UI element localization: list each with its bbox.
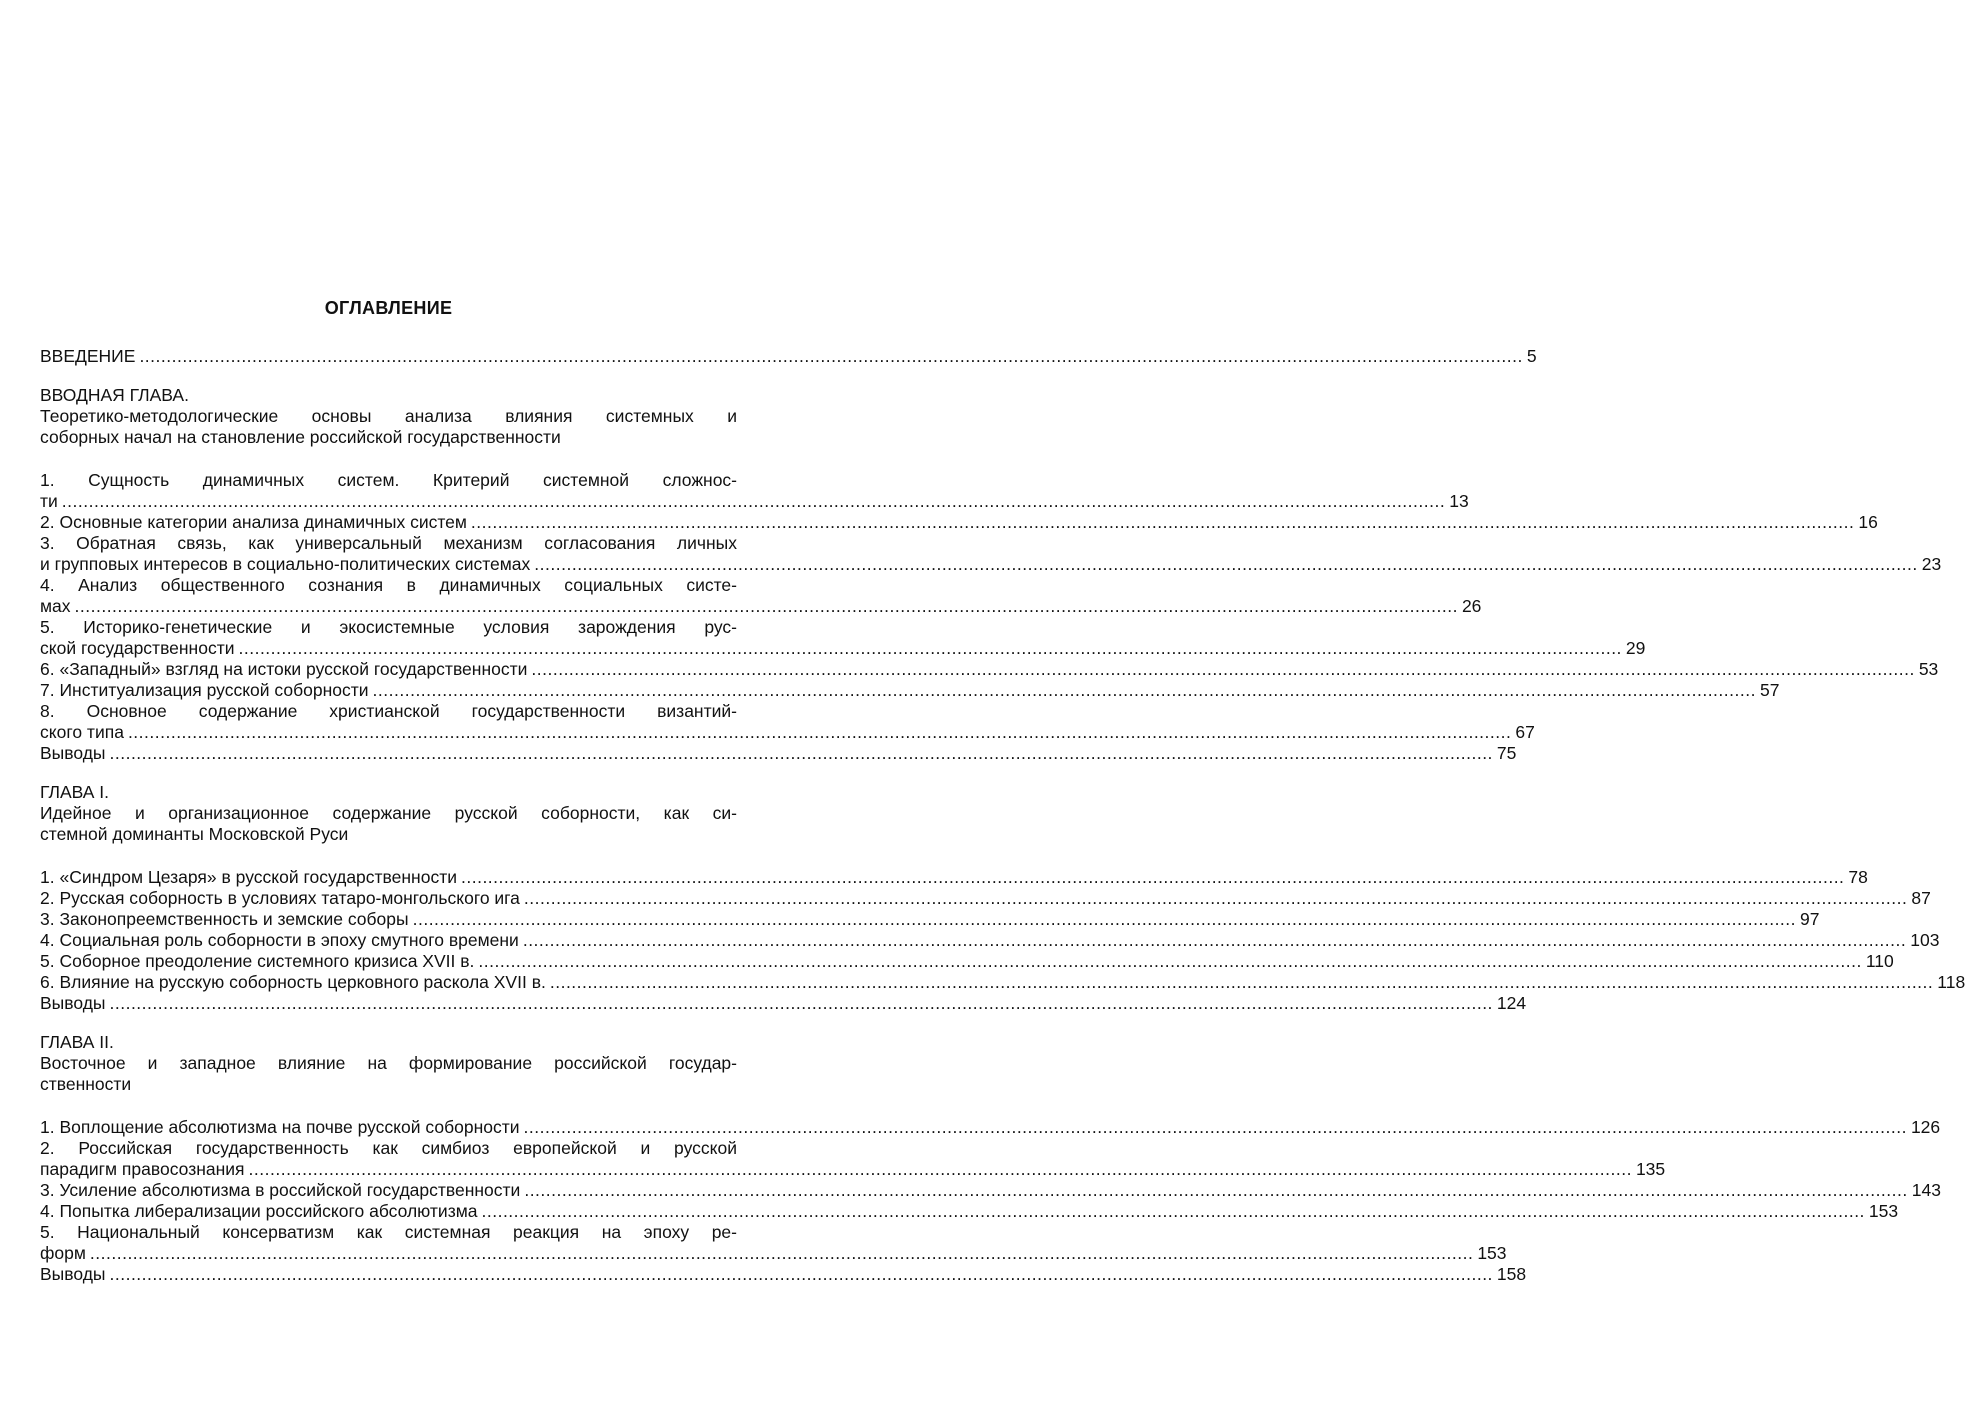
toc-entry-label: ти xyxy=(40,491,58,511)
toc-row xyxy=(40,1159,1666,1180)
toc-row xyxy=(40,346,1537,367)
toc-page-number: 5 xyxy=(1526,346,1537,366)
toc-chapter xyxy=(40,385,1942,764)
chapter-subtitle xyxy=(40,803,737,845)
leader-dots xyxy=(482,1201,1865,1222)
toc-entry-line: 2. Российская государственность как симбиоз европейской и русской xyxy=(40,1138,737,1158)
toc-entry xyxy=(40,575,1482,617)
leader-dots xyxy=(139,346,1522,367)
toc-row xyxy=(40,680,1780,701)
toc-row xyxy=(40,888,1931,909)
leader-dots xyxy=(524,1180,1907,1201)
toc-entry-line: 4. Анализ общественного сознания в динамичных социальных систе- xyxy=(40,575,737,595)
toc-page-number: 97 xyxy=(1800,909,1820,929)
toc-entry-label: Выводы xyxy=(40,993,106,1013)
toc-row xyxy=(40,993,1527,1014)
toc-entry-line: 5. Историко-генетические и экосистемные условия зарождения рус- xyxy=(40,617,737,637)
toc-page-number: 153 xyxy=(1868,1201,1899,1221)
toc-entry-label: парадигм правосознания xyxy=(40,1159,245,1179)
toc-entry-label: 1. «Синдром Цезаря» в русской государственности xyxy=(40,867,457,887)
toc-row xyxy=(40,951,1894,972)
toc-row xyxy=(40,659,1939,680)
toc-row xyxy=(40,1201,1899,1222)
leader-dots xyxy=(531,659,1914,680)
toc-page-number: 53 xyxy=(1918,659,1939,679)
leader-dots xyxy=(524,888,1907,909)
toc-entry xyxy=(40,680,1780,701)
toc-page xyxy=(40,296,1965,1285)
chapter-subtitle-line: Идейное и организационное содержание русской соборности, как си- xyxy=(40,803,737,823)
toc-row xyxy=(40,743,1517,764)
toc-row xyxy=(40,1180,1941,1201)
toc-row xyxy=(40,867,1868,888)
toc-entry-label: 6. Влияние на русскую соборность церковного раскола XVII в. xyxy=(40,972,546,992)
toc-entry-line: 3. Обратная связь, как универсальный механизм согласования личных xyxy=(40,533,737,553)
toc-entry-label: Выводы xyxy=(40,1264,106,1284)
leader-dots xyxy=(90,1243,1473,1264)
toc-page-number: 13 xyxy=(1449,491,1469,511)
chapter-subtitle-line: ственности xyxy=(40,1074,132,1094)
toc-entry xyxy=(40,701,1535,743)
toc-page-number: 78 xyxy=(1848,867,1868,887)
leader-dots xyxy=(110,743,1493,764)
toc-page-number: 87 xyxy=(1911,888,1931,908)
toc-entry xyxy=(40,512,1878,533)
toc-row xyxy=(40,554,1942,575)
toc-entry xyxy=(40,1264,1527,1285)
toc-row xyxy=(40,1117,1941,1138)
leader-dots xyxy=(534,554,1917,575)
toc-entry xyxy=(40,888,1931,909)
toc-entry-label: 3. Законопреемственность и земские соборы xyxy=(40,909,409,929)
toc-entry xyxy=(40,951,1894,972)
toc-entry-label: 7. Институализация русской соборности xyxy=(40,680,369,700)
toc-page-number: 23 xyxy=(1921,554,1942,574)
toc-entry-label: 2. Основные категории анализа динамичных систем xyxy=(40,512,467,532)
leader-dots xyxy=(413,909,1796,930)
toc-page-number: 26 xyxy=(1461,596,1482,616)
toc-entry-label: форм xyxy=(40,1243,86,1263)
toc-page-number: 124 xyxy=(1496,993,1527,1013)
chapter-heading: ГЛАВА I. xyxy=(40,782,110,802)
toc-chapter xyxy=(40,782,1965,1014)
toc-row xyxy=(40,512,1878,533)
toc-entry xyxy=(40,743,1517,764)
toc-chapters xyxy=(40,385,1965,1285)
toc-entry-label: и групповых интересов в социально-политических системах xyxy=(40,554,531,574)
chapter-subtitle-line: Восточное и западное влияние на формирование российской государ- xyxy=(40,1053,737,1073)
toc-entry-label: ской государственности xyxy=(40,638,235,658)
toc-row xyxy=(40,1243,1507,1264)
toc-entry-label: 6. «Западный» взгляд на истоки русской государственности xyxy=(40,659,528,679)
toc-page-number: 158 xyxy=(1496,1264,1527,1284)
toc-intro-entry xyxy=(40,346,1537,367)
toc-entry-label: 2. Русская соборность в условиях татаро-монгольского ига xyxy=(40,888,520,908)
toc-page-number: 103 xyxy=(1910,930,1940,950)
toc-page-number: 67 xyxy=(1515,722,1535,742)
leader-dots xyxy=(478,951,1861,972)
leader-dots xyxy=(471,512,1854,533)
toc-row xyxy=(40,909,1820,930)
leader-dots xyxy=(249,1159,1632,1180)
toc-entry-label: ВВЕДЕНИЕ xyxy=(40,346,136,366)
chapter-heading: ГЛАВА II. xyxy=(40,1032,114,1052)
toc-row xyxy=(40,596,1482,617)
toc-page-number: 29 xyxy=(1625,638,1646,658)
toc-entry xyxy=(40,972,1965,993)
toc-entry xyxy=(40,993,1527,1014)
toc-entry xyxy=(40,909,1820,930)
leader-dots xyxy=(373,680,1756,701)
toc-page-number: 118 xyxy=(1937,972,1965,992)
toc-entry xyxy=(40,533,1942,575)
toc-row xyxy=(40,491,1469,512)
leader-dots xyxy=(110,993,1493,1014)
toc-page-number: 110 xyxy=(1865,951,1894,971)
leader-dots xyxy=(128,722,1511,743)
toc-entry xyxy=(40,1117,1941,1138)
chapter-subtitle-line: соборных начал на становление российской государственности xyxy=(40,427,561,447)
toc-entry xyxy=(40,867,1868,888)
toc-row xyxy=(40,972,1965,993)
toc-entry xyxy=(40,1201,1899,1222)
toc-page-number: 153 xyxy=(1477,1243,1507,1263)
toc-entry-line: 5. Национальный консерватизм как системная реакция на эпоху ре- xyxy=(40,1222,737,1242)
toc-entry-label: Выводы xyxy=(40,743,106,763)
toc-entry-label: 3. Усиление абсолютизма в российской государственности xyxy=(40,1180,521,1200)
toc-entry-label: ского типа xyxy=(40,722,124,742)
toc-page-number: 143 xyxy=(1911,1180,1941,1200)
toc-row xyxy=(40,722,1535,743)
leader-dots xyxy=(62,491,1445,512)
chapter-heading: ВВОДНАЯ ГЛАВА. xyxy=(40,385,189,405)
toc-page-number: 16 xyxy=(1858,512,1878,532)
chapter-subtitle-line: стемной доминанты Московской Руси xyxy=(40,824,349,844)
toc-entry xyxy=(40,659,1939,680)
toc-chapter xyxy=(40,1032,1941,1285)
toc-entry xyxy=(40,617,1646,659)
toc-entry xyxy=(40,1180,1941,1201)
toc-entry xyxy=(40,1222,1507,1264)
leader-dots xyxy=(550,972,1933,993)
leader-dots xyxy=(523,930,1906,951)
toc-row xyxy=(40,1264,1527,1285)
leader-dots xyxy=(75,596,1458,617)
toc-entry-label: 1. Воплощение абсолютизма на почве русской соборности xyxy=(40,1117,520,1137)
toc-row xyxy=(40,638,1646,659)
chapter-subtitle xyxy=(40,406,737,448)
toc-entry-label: мах xyxy=(40,596,71,616)
toc-entry-label: 4. Попытка либерализации российского абсолютизма xyxy=(40,1201,478,1221)
toc-entry-line: 8. Основное содержание христианской государственности византий- xyxy=(40,701,737,721)
toc-page-number: 75 xyxy=(1496,743,1517,763)
toc-entry-label: 5. Соборное преодоление системного кризиса XVII в. xyxy=(40,951,475,971)
leader-dots xyxy=(239,638,1622,659)
leader-dots xyxy=(461,867,1844,888)
toc-entry-label: 4. Социальная роль соборности в эпоху смутного времени xyxy=(40,930,519,950)
toc-page-number: 135 xyxy=(1635,1159,1666,1179)
leader-dots xyxy=(524,1117,1907,1138)
toc-entry xyxy=(40,930,1940,951)
toc-page-number: 126 xyxy=(1910,1117,1941,1137)
toc-entry xyxy=(40,1138,1666,1180)
chapter-subtitle xyxy=(40,1053,737,1095)
toc-entry xyxy=(40,470,1469,512)
leader-dots xyxy=(110,1264,1493,1285)
toc-title: ОГЛАВЛЕНИЕ xyxy=(324,298,453,318)
toc-page-number: 57 xyxy=(1759,680,1780,700)
chapter-subtitle-line: Теоретико-методологические основы анализа влияния системных и xyxy=(40,406,737,426)
toc-entry-line: 1. Сущность динамичных систем. Критерий системной сложнос- xyxy=(40,470,737,490)
toc-row xyxy=(40,930,1940,951)
